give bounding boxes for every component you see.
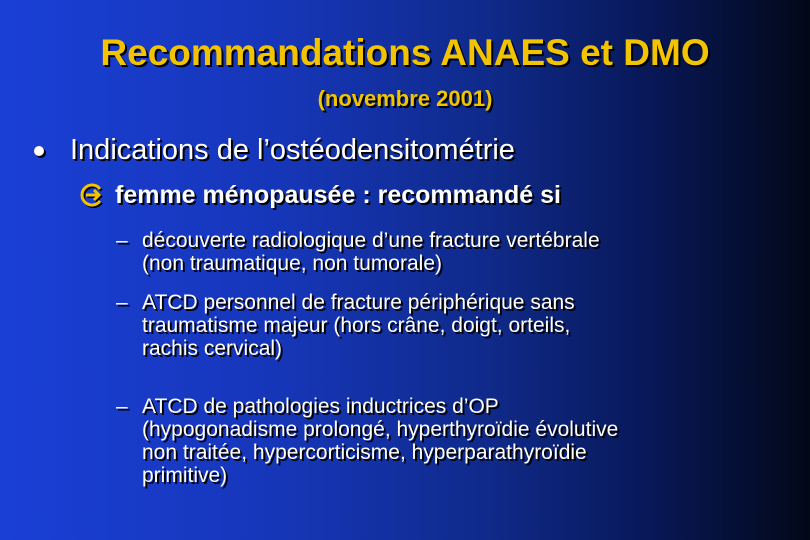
slide-title: Recommandations ANAES et DMO: [100, 32, 710, 73]
slide-subtitle: (novembre 2001): [317, 86, 493, 111]
circled-right-arrow-icon: [80, 183, 106, 209]
dash-bullet: –: [116, 229, 128, 252]
list-item-line: ATCD de pathologies inductrices d’OP: [142, 395, 499, 418]
list-item-line: traumatisme majeur (hors crâne, doigt, orteils,: [142, 314, 571, 337]
list-item-line: non traitée, hypercorticisme, hyperparathyroïdie: [142, 441, 587, 464]
list-item-line: primitive): [142, 464, 228, 487]
bullet-level1-text: Indications de l’ostéodensitométrie: [70, 134, 515, 166]
list-item-line: ATCD personnel de fracture périphérique sans: [142, 291, 575, 314]
dash-bullet: –: [116, 291, 128, 314]
list-item-line: (non traumatique, non tumorale): [142, 252, 442, 275]
list-item-line: découverte radiologique d’une fracture vertébrale: [142, 229, 600, 252]
list-item-line: rachis cervical): [142, 337, 283, 360]
dash-bullet: –: [116, 395, 128, 418]
list-item-line: (hypogonadisme prolongé, hyperthyroïdie évolutive: [142, 418, 619, 441]
bullet-level2-text: femme ménopausée : recommandé si: [115, 181, 561, 209]
filled-circle-bullet-icon: [34, 146, 44, 156]
